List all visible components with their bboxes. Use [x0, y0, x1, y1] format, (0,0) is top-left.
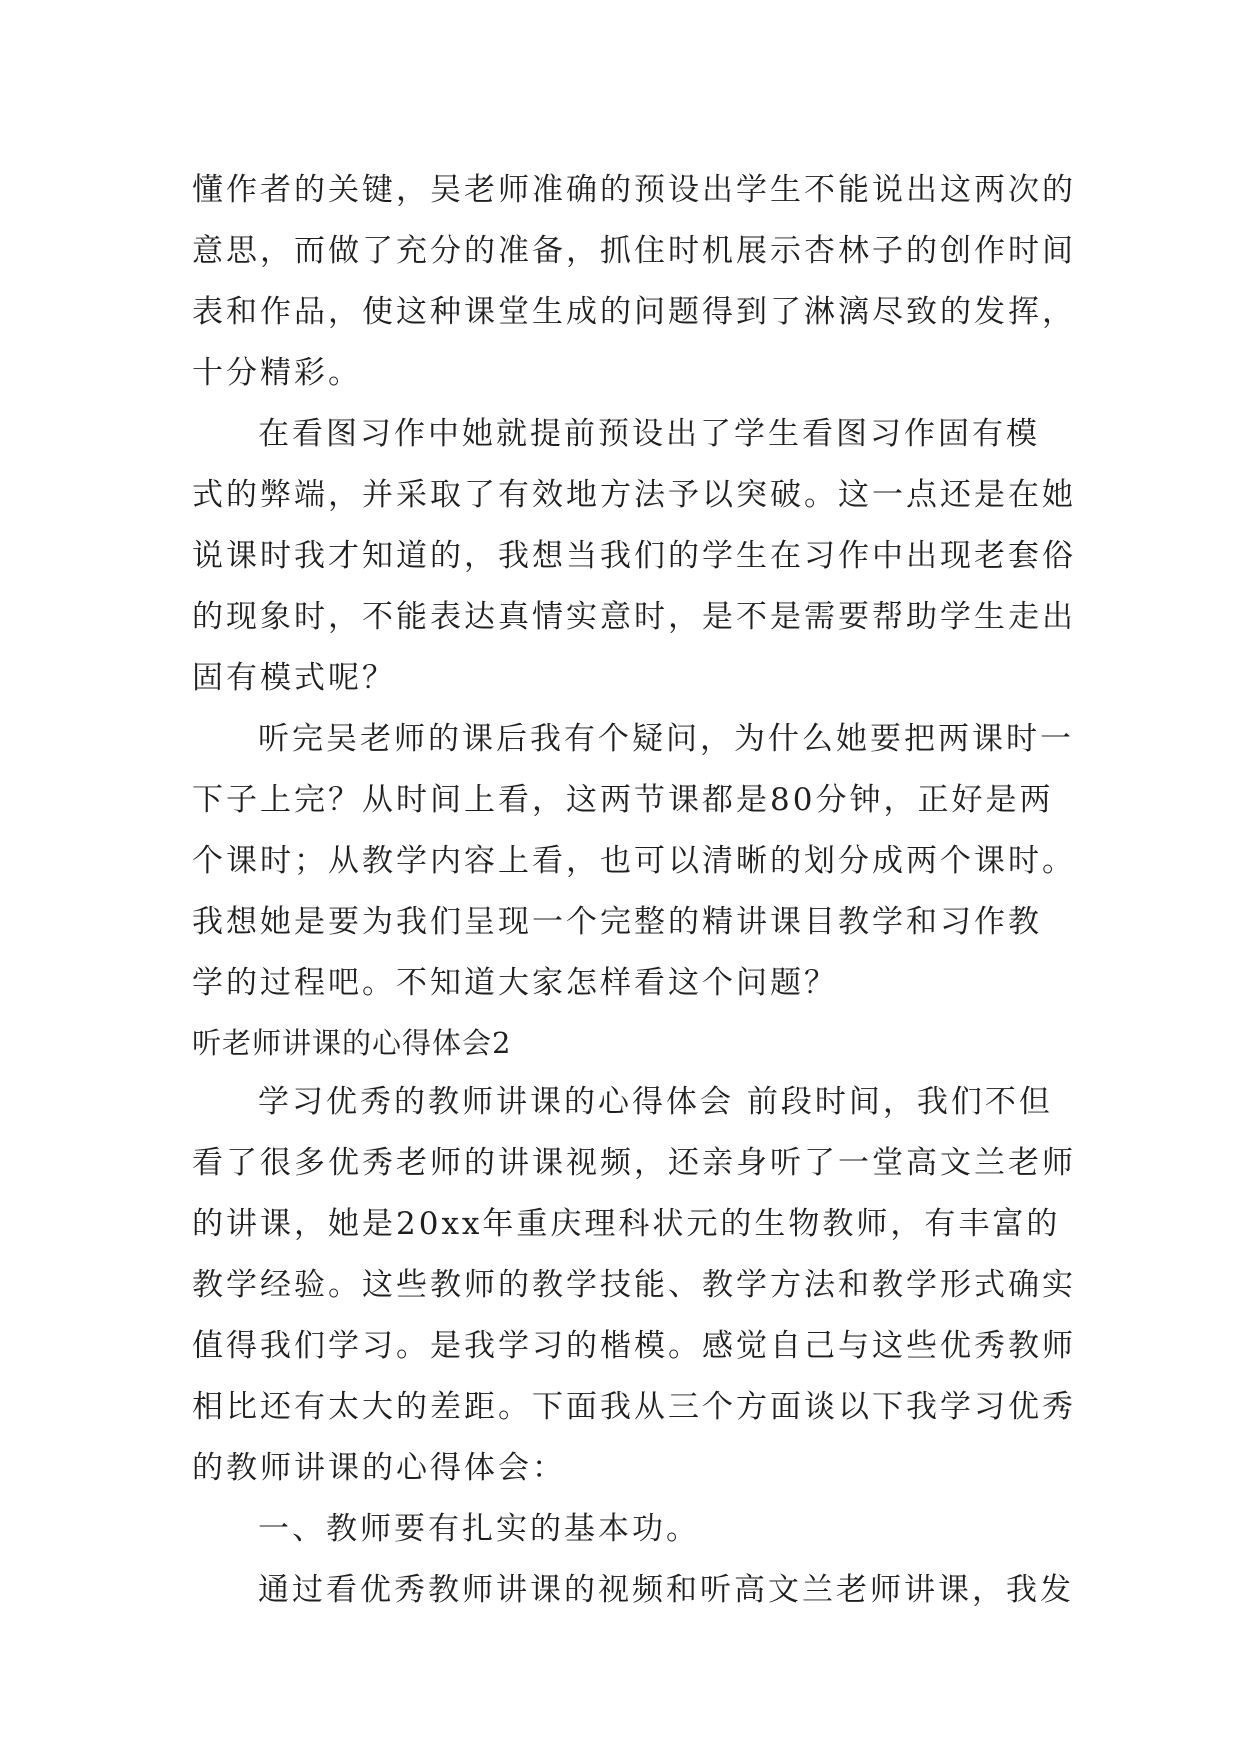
- text-line: 通过看优秀教师讲课的视频和听高文兰老师讲课，我发: [258, 1572, 1074, 1608]
- text-line: 的讲课，她是20xx年重庆理科状元的生物教师，有丰富的: [192, 1206, 1061, 1242]
- text-line: 一、教师要有扎实的基本功。: [258, 1511, 700, 1547]
- text-line: 意思，而做了充分的准备，抓住时机展示杏林子的创作时间: [192, 233, 1076, 269]
- text-line: 的教师讲课的心得体会：: [192, 1450, 566, 1486]
- text-line: 表和作品，使这种课堂生成的问题得到了淋漓尽致的发挥，: [192, 294, 1076, 330]
- text-line: 说课时我才知道的，我想当我们的学生在习作中出现老套俗: [192, 538, 1076, 574]
- text-line: 固有模式呢？: [192, 660, 396, 696]
- section-heading: 听老师讲课的心得体会2: [192, 1026, 512, 1060]
- text-line: 教学经验。这些教师的教学技能、教学方法和教学形式确实: [192, 1267, 1076, 1303]
- text-line: 看了很多优秀老师的讲课视频，还亲身听了一堂高文兰老师: [192, 1145, 1076, 1181]
- text-line: 十分精彩。: [192, 355, 362, 391]
- text-line: 学的过程吧。不知道大家怎样看这个问题？: [192, 965, 838, 1001]
- document-body: [192, 160, 1076, 1621]
- text-line: 相比还有太大的差距。下面我从三个方面谈以下我学习优秀: [192, 1389, 1076, 1425]
- text-line: 我想她是要为我们呈现一个完整的精讲课目教学和习作教: [192, 904, 1042, 940]
- text-line: 的现象时，不能表达真情实意时，是不是需要帮助学生走出: [192, 599, 1076, 635]
- text-line: 个课时；从教学内容上看，也可以清晰的划分成两个课时。: [192, 843, 1076, 879]
- text-line: 值得我们学习。是我学习的楷模。感觉自己与这些优秀教师: [192, 1328, 1076, 1364]
- text-line: 下子上完？从时间上看，这两节课都是80分钟，正好是两: [192, 782, 1054, 818]
- text-line: 听完吴老师的课后我有个疑问，为什么她要把两课时一: [258, 721, 1074, 757]
- text-line: 学习优秀的教师讲课的心得体会 前段时间，我们不但: [258, 1084, 1053, 1120]
- text-line: 在看图习作中她就提前预设出了学生看图习作固有模: [258, 416, 1040, 452]
- text-line: 式的弊端，并采取了有效地方法予以突破。这一点还是在她: [192, 477, 1076, 513]
- text-line: 懂作者的关键，吴老师准确的预设出学生不能说出这两次的: [192, 172, 1076, 208]
